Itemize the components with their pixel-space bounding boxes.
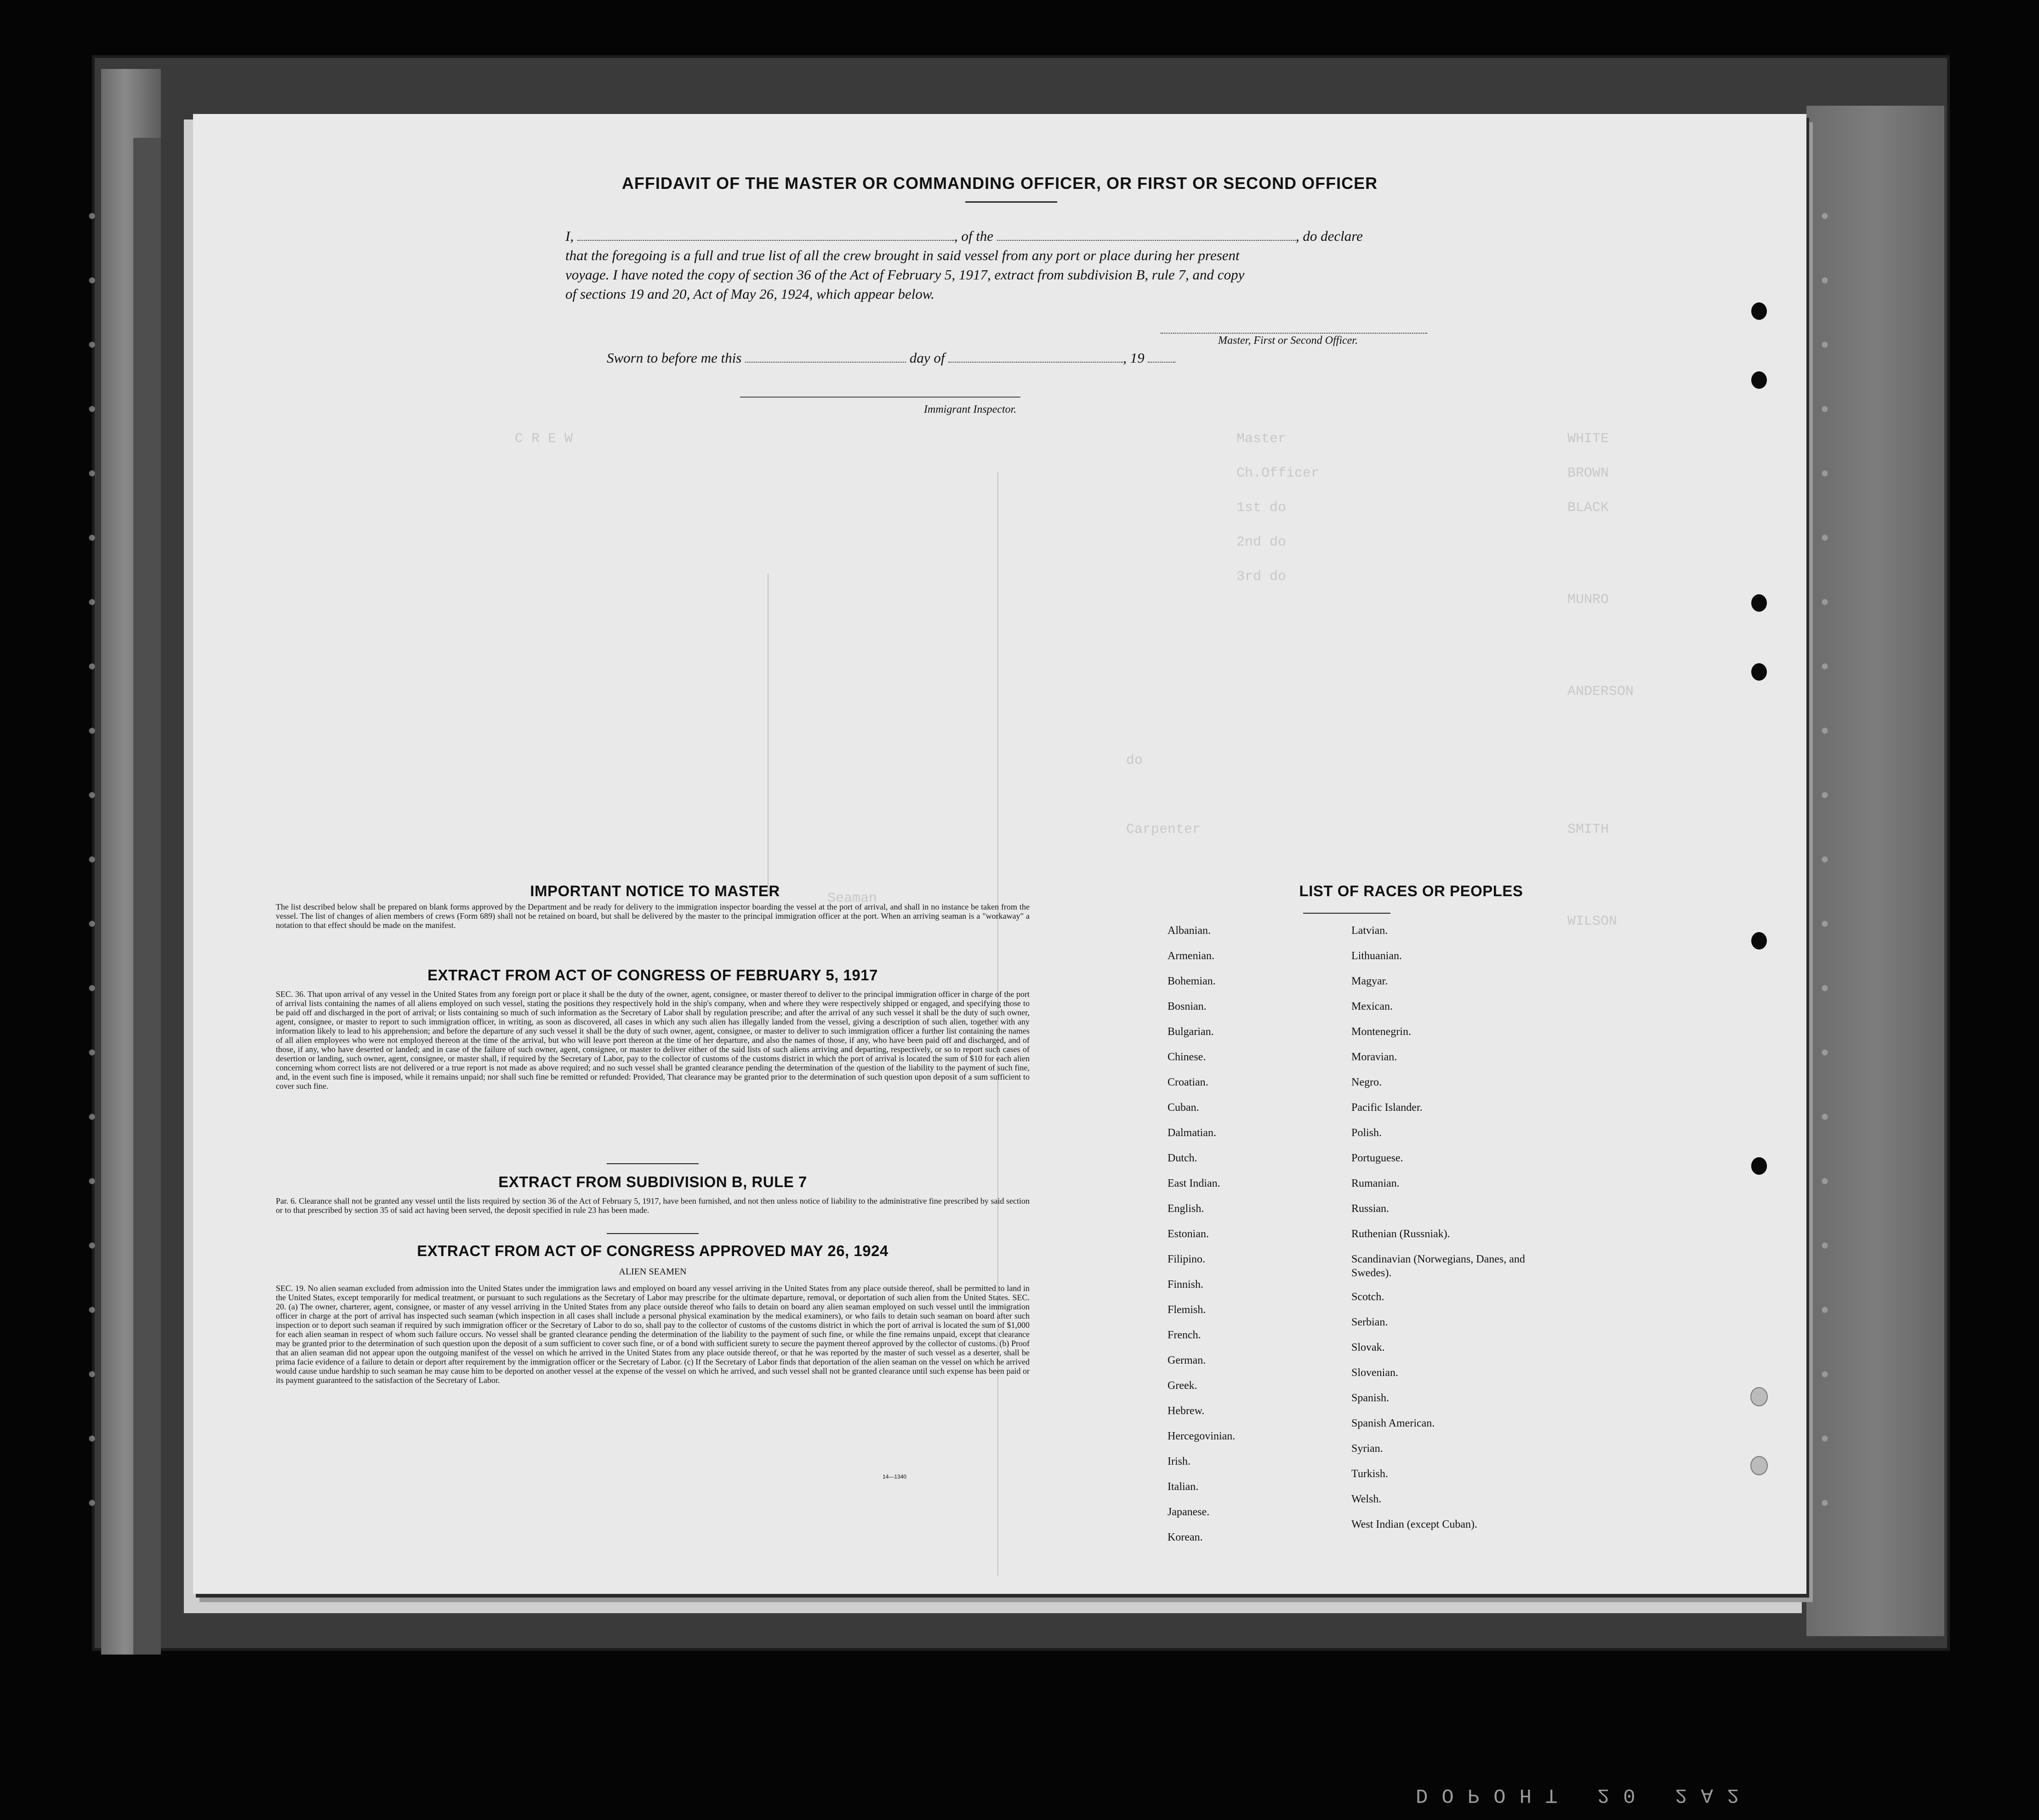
bleed-through-text: 1st do [1236, 500, 1287, 516]
race-item: Lithuanian. [1351, 950, 1402, 962]
sworn-start: Sworn to before me this [607, 350, 742, 366]
punch-hole [1751, 663, 1767, 681]
punch-hole [1751, 1157, 1767, 1175]
vessel-blank[interactable] [997, 228, 1296, 241]
section-divider [607, 1233, 699, 1234]
race-item: Latvian. [1351, 925, 1388, 937]
form-code: 14—1340 [883, 1473, 907, 1480]
race-item: Italian. [1168, 1481, 1199, 1493]
races-underline [1303, 913, 1390, 914]
bleed-through-text: SMITH [1567, 822, 1609, 837]
punch-hole [1751, 302, 1767, 320]
left-binding-strip-inner [133, 138, 161, 1655]
race-item: Polish. [1351, 1127, 1382, 1139]
race-item: Mexican. [1351, 1001, 1393, 1012]
race-item: Turkish. [1351, 1468, 1388, 1480]
race-item: Dutch. [1168, 1152, 1197, 1164]
title-underline [965, 201, 1057, 203]
race-item: Dalmatian. [1168, 1127, 1216, 1139]
sworn-month-blank[interactable] [948, 350, 1123, 363]
bleed-through-text: Ch.Officer [1236, 466, 1320, 481]
race-item: Hebrew. [1168, 1405, 1205, 1417]
affidavit-of-the: , of the [954, 228, 994, 244]
race-item: Japanese. [1168, 1506, 1210, 1518]
race-item: Hercegovinian. [1168, 1430, 1236, 1442]
race-item: Slovak. [1351, 1342, 1385, 1354]
extract-1917-title: EXTRACT FROM ACT OF CONGRESS OF FEBRUARY 5, 1917 [427, 967, 878, 984]
notice-title: IMPORTANT NOTICE TO MASTER [530, 882, 780, 899]
affidavit-line-3: voyage. I have noted the copy of section 36 of the Act of February 5, 1917, extract from subdivision B, rule 7, and copy [565, 267, 1245, 283]
punch-hole [1750, 1456, 1768, 1475]
extract-1917-text: SEC. 36. That upon arrival of any vessel in the United States from any foreign port or place it shall be the duty of the owner, agent, consignee, or master thereof to deliver to the principal immigration officer in charge of the port of arrival lists containing the names of all aliens employed on such vessel, stating the positions they respectively hold in the ship's company, when and where they were respectively shipped or engaged, and specifying those to be paid off and discharged in the port of arrival; or lists containing so much of such information as the Secretary of Labor shall by regulation prescribe; and after the arrival of any such vessel it shall be the duty of such owner, agent, consignee, or master to report to such immigration officer, in writing, as soon as discovered, all cases in which any such alien has illegally landed from the vessel, giving a description of such alien, together with any information likely to lead to his apprehension; and before the departure of any such vessel it shall be the duty of such owner, agent, consignee, or master to deliver to such immigration officer a further list containing the names of all alien employees who were not employed thereon at the time of the arrival, but who will leave port thereon at the time of her departure, and also the names of those, if any, who have been paid off and discharged, and of those, if any, who have deserted or landed; and in case of the failure of such owner, agent, consignee, or master to deliver either of the said lists of such aliens arriving and departing, respectively, or so to report such cases of desertion or landing, such owner, agent, consignee, or master shall, if required by the Secretary of Labor, pay to the collector of customs of the customs district in which the port of arrival is located the sum of $10 for each alien concerning whom correct lists are not delivered or a true report is not made as above required; and no such vessel shall be granted clearance pending the determination of the question of the liability to the payment of such fine, and, in the event such fine is imposed, while it remains unpaid; nor shall such fine be remitted or refunded: Provided, That clearance may be granted prior to the determination of such question upon deposit of a sum sufficient to cover such fine. [276, 990, 1030, 1091]
extract-1924-title: EXTRACT FROM ACT OF CONGRESS APPROVED MAY 26, 1924 [417, 1242, 889, 1259]
race-item: Bulgarian. [1168, 1026, 1214, 1038]
bleed-through-text: Seaman [827, 891, 877, 906]
race-item: Scandinavian (Norwegians, Danes, and Swedes). [1351, 1253, 1525, 1279]
race-item: Serbian. [1351, 1316, 1388, 1328]
bleed-through-text: MUNRO [1567, 592, 1609, 608]
affidavit-line-4: of sections 19 and 20, Act of May 26, 1924, which appear below. [565, 286, 935, 302]
bleed-through-line [768, 574, 769, 895]
race-item: Albanian. [1168, 925, 1211, 937]
punch-hole [1750, 1387, 1768, 1406]
race-item: German. [1168, 1354, 1206, 1366]
bleed-through-text: WHITE [1567, 431, 1609, 447]
name-blank[interactable] [577, 228, 954, 241]
affidavit-title: AFFIDAVIT OF THE MASTER OR COMMANDING OFFICER, OR FIRST OR SECOND OFFICER [621, 174, 1378, 193]
race-item: Estonian. [1168, 1228, 1209, 1240]
bleed-through-text: WILSON [1567, 914, 1618, 929]
race-item: Magyar. [1351, 975, 1388, 987]
bleed-through-text: ANDERSON [1567, 684, 1634, 700]
affidavit-i: I, [565, 228, 574, 244]
race-item: Finnish. [1168, 1279, 1204, 1291]
notice-text: The list described below shall be prepared on blank forms approved by the Department and be ready for delivery to the immigration inspector boarding the vessel at the port of arrival, and shall in no instance be taken from the vessel. The list of changes of alien members of crews (Form 689) shall not be retained on board, but shall be delivered by the master to the principal immigration officer at the port. When an arriving seaman is a "workaway" a notation to that effect should be made on the manifest. [276, 902, 1030, 930]
races-right-column [1351, 918, 1544, 1537]
bleed-through-text: C R E W [515, 431, 573, 447]
race-item: Croatian. [1168, 1076, 1208, 1088]
sworn-line [607, 348, 1434, 368]
race-item: Ruthenian (Russniak). [1351, 1228, 1450, 1240]
master-signature-line[interactable] [1161, 321, 1427, 334]
race-item: Spanish. [1351, 1392, 1390, 1404]
race-item: Pacific Islander. [1351, 1102, 1423, 1114]
punch-hole [1751, 371, 1767, 389]
rule-7-title: EXTRACT FROM SUBDIVISION B, RULE 7 [498, 1173, 807, 1190]
rule-7-text: Par. 6. Clearance shall not be granted any vessel until the lists required by section 36 of the Act of February 5, 1917, have been furnished, and not then unless notice of liability to the administrative fine prescribed by said section or to that prescribed by section 35 of said act having been served, the deposit specified in rule 23 has been made. [276, 1196, 1030, 1215]
race-item: Scotch. [1351, 1291, 1384, 1303]
punch-hole [1751, 932, 1767, 950]
inspector-signature-line [740, 397, 1020, 398]
race-item: Bosnian. [1168, 1001, 1207, 1012]
bleed-through-text: Carpenter [1126, 822, 1201, 837]
race-item: Irish. [1168, 1456, 1190, 1467]
race-item: Welsh. [1351, 1493, 1382, 1505]
right-edge-texture [1816, 184, 1834, 1563]
bleed-through-text: do [1126, 753, 1143, 768]
document-sheet [193, 114, 1806, 1594]
race-item: French. [1168, 1329, 1201, 1341]
race-item: Armenian. [1168, 950, 1214, 962]
race-item: Montenegrin. [1351, 1026, 1411, 1038]
extract-1924-text: SEC. 19. No alien seaman excluded from admission into the United States under the immigration laws and employed on board any vessel arriving in the United States from any place outside thereof, shall be permitted to land in the United States, except temporarily for medical treatment, or pursuant to such regulations as the Secretary of Labor may prescribe for the ultimate departure, removal, or deportation of such alien from the United States. SEC. 20. (a) The owner, charterer, agent, consignee, or master of any vessel arriving in the United States from any place outside thereof who fails to detain on board any alien seaman employed on such vessel until the immigration officer in charge at the port of arrival has inspected such seaman (which inspection in all cases shall include a personal physical examination by the medical examiners), or who fails to detain such seaman on board after such inspection or to deport such seaman if required by such immigration officer or the Secretary of Labor to do so, shall pay to the collector of customs of the customs district in which the port of arrival is located the sum of $1,000 for each alien seaman in respect of whom such failure occurs. No vessel shall be granted clearance pending the determination of the liability to the payment of such fine, or while the fine remains unpaid, except that clearance may be granted prior to the determination of such question upon the deposit of a sum sufficient to cover such fine, or of a bond with sufficient surety to secure the payment thereof approved by the collector of customs. (b) Proof that an alien seaman did not appear upon the outgoing manifest of the vessel on which he arrived in the United States from any place outside thereof, or that he was reported by the master of such vessel as a deserter, shall be prima facie evidence of a failure to detain or deport after requirement by the immigration officer or the Secretary of Labor. (c) If the Secretary of Labor finds that deportation of the alien seaman on the vessel on which he arrived would cause undue hardship to such seaman he may cause him to be deported on another vessel at the expense of the vessel on which he arrived, and such vessel shall not be granted clearance until such expense has been paid or its payment guaranteed to the satisfaction of the Secretary of Labor. [276, 1284, 1030, 1385]
race-item: Portuguese. [1351, 1152, 1403, 1164]
race-item: East Indian. [1168, 1177, 1220, 1189]
race-item: Greek. [1168, 1380, 1197, 1392]
affidavit-do-declare: , do declare [1295, 228, 1363, 244]
race-item: Chinese. [1168, 1051, 1206, 1063]
race-item: Korean. [1168, 1531, 1203, 1543]
sworn-day-blank[interactable] [745, 350, 906, 363]
master-caption: Master, First or Second Officer. [1218, 335, 1358, 347]
section-divider [607, 1163, 699, 1164]
left-edge-texture [83, 184, 101, 1563]
affidavit-line-1 [565, 227, 1448, 246]
race-item: Filipino. [1168, 1253, 1206, 1265]
race-item: Negro. [1351, 1076, 1382, 1088]
film-edge-stamp: DOPOHT 20 2A2 [1416, 1783, 1753, 1806]
affidavit-line-2: that the foregoing is a full and true list of all the crew brought in said vessel from any port or place during her present [565, 247, 1240, 263]
race-item: Bohemian. [1168, 975, 1216, 987]
bleed-through-text: 2nd do [1236, 535, 1287, 550]
inspector-caption: Immigrant Inspector. [924, 404, 1017, 415]
race-item: Slovenian. [1351, 1367, 1398, 1379]
sworn-year: , 19 [1123, 350, 1145, 366]
race-item: Rumanian. [1351, 1177, 1400, 1189]
races-title: LIST OF RACES OR PEOPLES [1299, 882, 1523, 899]
punch-hole [1751, 594, 1767, 612]
race-item: Moravian. [1351, 1051, 1397, 1063]
races-left-column [1168, 918, 1342, 1550]
sworn-day-of: day of [909, 350, 945, 366]
race-item: Cuban. [1168, 1102, 1199, 1114]
bleed-through-text: Master [1236, 431, 1287, 447]
race-item: Russian. [1351, 1203, 1390, 1215]
race-item: West Indian (except Cuban). [1351, 1519, 1477, 1530]
bleed-through-text: 3rd do [1236, 569, 1287, 585]
sworn-year-blank[interactable] [1148, 350, 1175, 363]
race-item: Syrian. [1351, 1443, 1383, 1455]
race-item: Spanish American. [1351, 1417, 1435, 1429]
bleed-through-text: BLACK [1567, 500, 1609, 516]
race-item: Flemish. [1168, 1304, 1206, 1316]
race-item: English. [1168, 1203, 1204, 1215]
bleed-through-text: BROWN [1567, 466, 1609, 481]
extract-1924-subtitle: ALIEN SEAMEN [619, 1267, 687, 1277]
